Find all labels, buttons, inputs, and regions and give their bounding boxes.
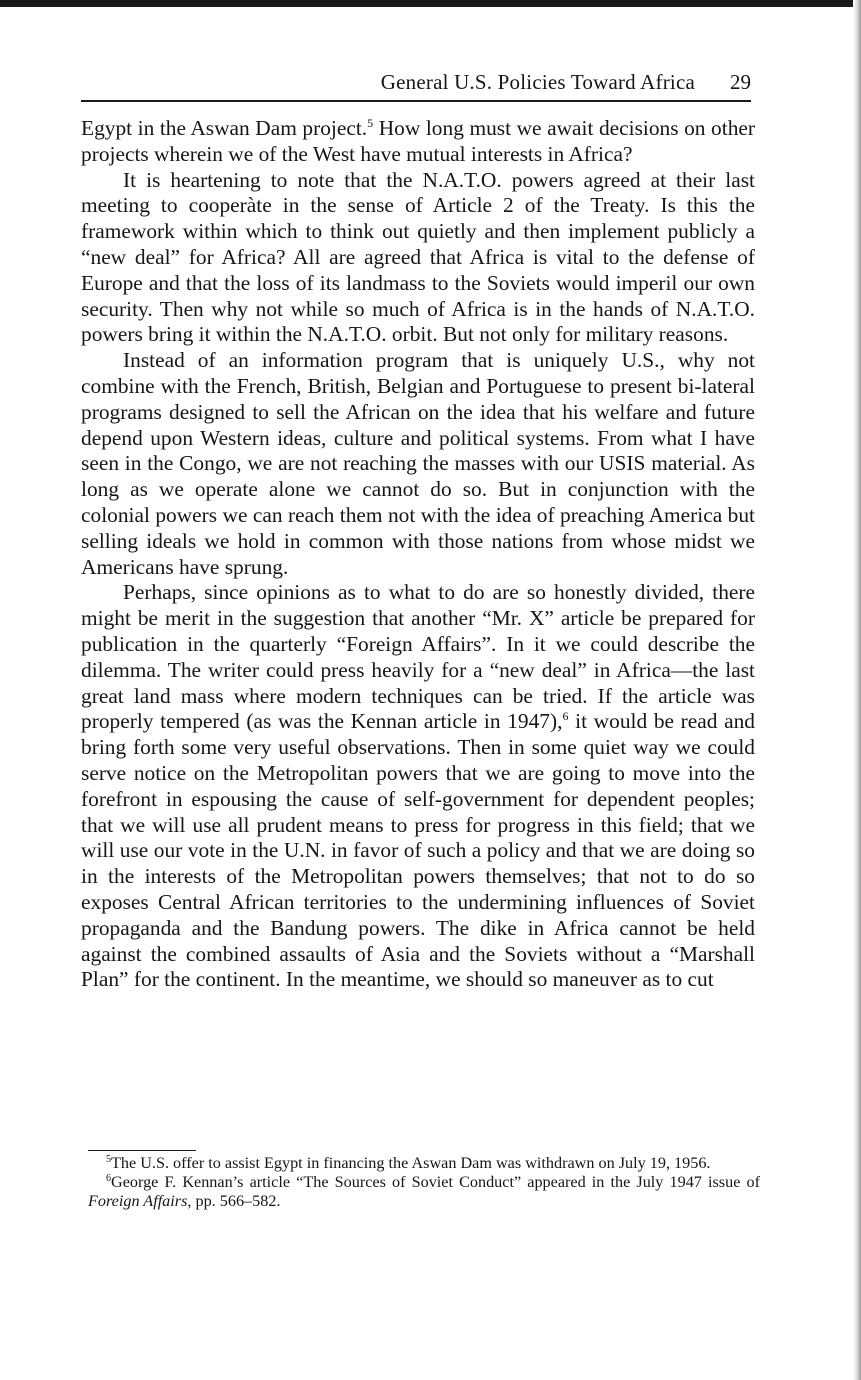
page-right-edge-shadow <box>853 0 861 1380</box>
footnote-6 <box>88 1173 760 1211</box>
footnote-ref-5: 5 <box>367 116 374 130</box>
body-text <box>81 116 755 993</box>
footnotes <box>88 1154 760 1211</box>
page-number: 29 <box>730 70 751 94</box>
footnote-5-marker: 5 <box>106 1154 111 1165</box>
footnote-rule <box>88 1150 196 1151</box>
footnote-6-journal-title: Foreign Affairs <box>88 1192 188 1210</box>
footnote-6-text-a: George F. Kennan’s article “The Sources of Soviet Conduct” appeared in the July 1947 issue of <box>111 1173 760 1191</box>
paragraph-1-text-b: How long must we await decisions on other projects wherein we of the West have mutual interests in Africa? <box>81 116 756 166</box>
paragraph-4 <box>81 580 755 993</box>
paragraph-1 <box>81 116 755 168</box>
footnote-5-text: The U.S. offer to assist Egypt in financing the Aswan Dam was withdrawn on July 19, 1956. <box>111 1154 711 1172</box>
paragraph-2: It is heartening to note that the N.A.T.O. powers agreed at their last meeting to cooperàte in the sense of Article 2 of the Treaty. Is this the framework within which to think out quietly and then implement publicly a “new deal” for Africa? All are agreed that Africa is vital to the defense of Europe and that the loss of its landmass to the Soviets would imperil our own security. Then why not while so much of Africa is in the hands of N.A.T.O. powers bring it within the N.A.T.O. orbit. But not only for military reasons. <box>81 167 755 347</box>
paragraph-3: Instead of an information program that is uniquely U.S., why not combine with the French, British, Belgian and Portuguese to present bi-lateral programs designed to sell the African on the idea that his welfare and future depend upon Western ideas, culture and political systems. From what I have seen in the Congo, we are not reaching the masses with our USIS material. As long as we operate alone we cannot do so. But in conjunction with the colonial powers we can reach them not with the idea of preaching America but selling ideals we hold in common with those nations from whose midst we Americans have sprung. <box>81 348 755 579</box>
running-header-title: General U.S. Policies Toward Africa <box>380 70 695 94</box>
footnote-ref-6: 6 <box>562 709 569 724</box>
paragraph-4-text-a: Perhaps, since opinions as to what to do are so honestly divided, there might be merit in the suggestion that another “Mr. X” article be prepared for publication in the quarterly “Foreign Affairs”. In it we could describe the dilemma. The writer could press heavily for a “new deal” in Africa—the last great land mass where modern techniques can be tried. If the article was properly tempered (as was the Kennan article in 1947), <box>81 580 755 734</box>
footnote-6-text-b: , pp. 566–582. <box>187 1192 281 1210</box>
running-header <box>81 68 751 102</box>
footnote-5 <box>88 1154 760 1173</box>
paragraph-4-text-b: it would be read and bring forth some very useful observations. Then in some quiet way we could serve notice on the Metropolitan powers that we are going to move into the forefront in espousing the cause of self-government for dependent peoples; that we will use all prudent means to press for progress in this field; that we will use our vote in the U.N. in favor of such a policy and that we are doing so in the interests of the Metropolitan powers themselves; that not to do so exposes Central African territories to the undermining influences of Soviet propaganda and the Bandung powers. The dike in Africa cannot be held against the combined assaults of Asia and the Soviets without a “Marshall Plan” for the continent. In the meantime, we should so maneuver as to cut <box>81 709 756 992</box>
paragraph-1-text-a: Egypt in the Aswan Dam project. <box>81 116 368 140</box>
footnote-6-marker: 6 <box>106 1173 111 1184</box>
page-top-edge <box>0 0 861 7</box>
